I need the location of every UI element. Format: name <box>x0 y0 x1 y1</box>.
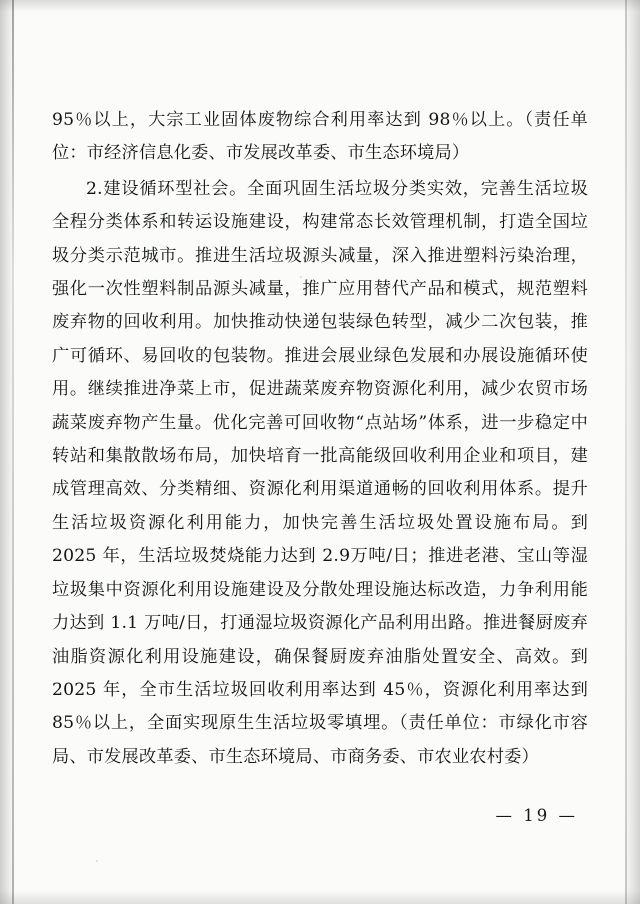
page-number: — 19 — <box>495 806 578 825</box>
scan-speck <box>96 860 98 862</box>
paragraph-continued: 95％以上，大宗工业固体废物综合利用率达到 98％以上。（责任单位：市经济信息化委、市发展改革委、市生态环境局） <box>52 110 588 164</box>
page-left-edge <box>12 0 14 904</box>
paragraph-section-2: 2.建设循环型社会。全面巩固生活垃圾分类实效，完善生活垃圾全程分类体系和转运设施建设，构建常态长效管理机制，打造全国垃圾分类示范城市。推进生活垃圾源头减量，深入推进塑料污染治理，强化一次性塑料制品源头减量，推广应用替代产品和模式，规范塑料废弃物的回收利用。加快推动快递包装绿色转型，减少二次包装，推广可循环、易回收的包装物。推进会展业绿色发展和办展设施循环使用。继续推进净菜上市，促进蔬菜废弃物资源化利用，减少农贸市场蔬菜废弃物产生量。优化完善可回收物“点站场”体系，进一步稳定中转站和集散散场布局，加快培育一批高能级回收利用企业和项目，建成管理高效、分类精细、资源化利用渠道通畅的回收利用体系。提升生活垃圾资源化利用能力，加快完善生活垃圾处置设施布局。到 2025 年，生活垃圾焚烧能力达到 2.9万吨/日；推进老港、宝山等湿垃圾集中资源化利用设施建设及分散处理设施达标改造，力争利用能力达到 1.1 万吨/日，打通湿垃圾资源化产品利用出路。推进餐厨废弃油脂资源化利用设施建设，确保餐厨废弃油脂处置安全、高效。到 2025 年，全市生活垃圾回收利用率达到 45％，资源化利用率达到 85％以上，全面实现原生生活垃圾零填埋。（责任单位：市绿化市容局、市发展改革委、市生态环境局、市商务委、市农业农村委） <box>52 178 588 767</box>
document-body <box>52 104 588 774</box>
page-right-edge <box>625 0 627 904</box>
